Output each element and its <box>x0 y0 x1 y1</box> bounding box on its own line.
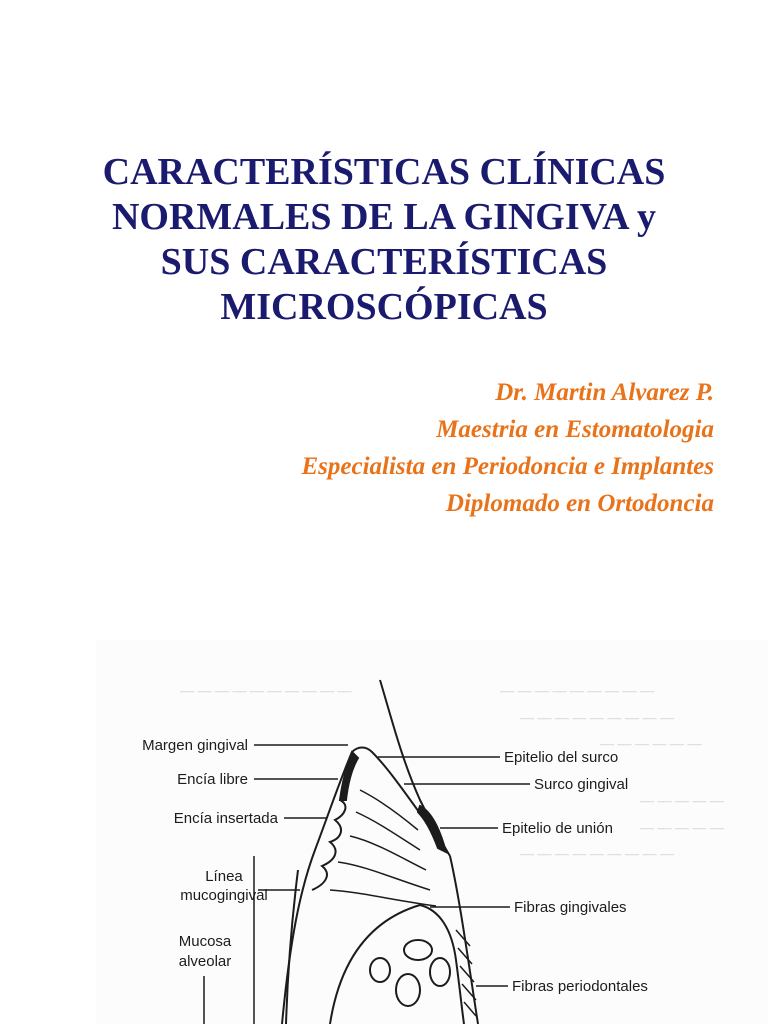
author-block <box>302 374 715 522</box>
title-line-4: MICROSCÓPICAS <box>220 286 548 328</box>
svg-text:— — — — —: — — — — — <box>640 794 724 809</box>
title-line-2: NORMALES DE LA GINGIVA y <box>111 196 657 238</box>
label-surco-gingival: Surco gingival <box>534 776 629 793</box>
label-epitelio-surco: Epitelio del surco <box>504 749 619 766</box>
author-name: Dr. Martin Alvarez P. <box>495 379 714 406</box>
svg-text:— — — — —: — — — — — <box>640 821 724 836</box>
svg-text:— — — — — — — — —: — — — — — — — — — <box>520 711 674 726</box>
label-fibras-periodontales: Fibras periodontales <box>512 978 648 995</box>
title-line-1: CARACTERÍSTICAS CLÍNICAS <box>102 151 666 193</box>
author-degree: Maestria en Estomatologia <box>436 416 714 443</box>
label-alveolar: alveolar <box>178 953 232 970</box>
gingiva-diagram-svg <box>96 640 768 1024</box>
gingiva-diagram <box>96 640 768 1024</box>
svg-text:— — — — — — — — —: — — — — — — — — — <box>500 684 654 699</box>
title-line-3: SUS CARACTERÍSTICAS <box>160 241 608 283</box>
label-encia-insertada: Encía insertada <box>173 810 278 827</box>
label-margen-gingival: Margen gingival <box>142 737 248 754</box>
label-epitelio-union: Epitelio de unión <box>502 820 613 837</box>
label-fibras-gingivales: Fibras gingivales <box>514 899 627 916</box>
label-mucogingival: mucogingival <box>180 887 268 904</box>
svg-text:— — — — — — — — — —: — — — — — — — — — — <box>180 684 352 699</box>
svg-text:— — — — — —: — — — — — — <box>600 737 702 752</box>
author-specialty: Especialista en Periodoncia e Implantes <box>301 453 714 480</box>
label-encia-libre: Encía libre <box>177 771 248 788</box>
slide-title <box>40 150 728 330</box>
label-mucosa: Mucosa <box>178 933 232 950</box>
svg-text:— — — — — — — — —: — — — — — — — — — <box>520 847 674 862</box>
author-diploma: Diplomado en Ortodoncia <box>445 490 714 517</box>
label-linea: Línea <box>205 868 243 885</box>
